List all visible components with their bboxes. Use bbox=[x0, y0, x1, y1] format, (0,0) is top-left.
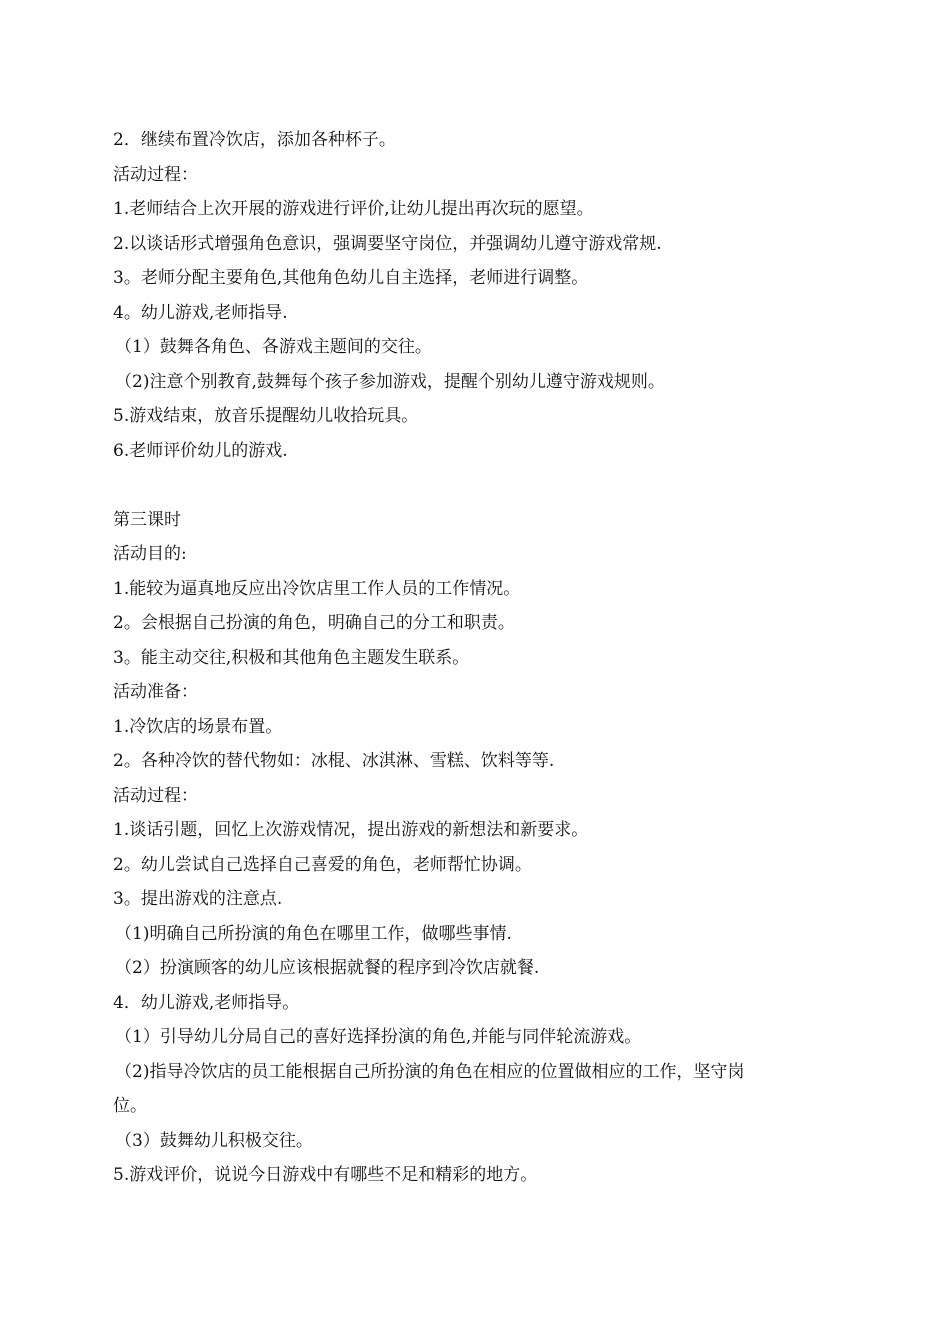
list-item: 1.老师结合上次开展的游戏进行评价,让幼儿提出再次玩的愿望。 bbox=[113, 199, 594, 219]
list-item: 1.冷饮店的场景布置。 bbox=[113, 716, 283, 737]
section-heading: 活动过程： bbox=[113, 785, 198, 806]
prep-item: 2．继续布置冷饮店，添加各种杯子。 bbox=[113, 130, 396, 150]
list-item: 4。幼儿游戏,老师指导. bbox=[113, 302, 288, 323]
list-subitem-continuation: 位。 bbox=[113, 1096, 147, 1116]
section-heading: 活动准备： bbox=[113, 682, 198, 702]
list-item: 5.游戏评价，说说今日游戏中有哪些不足和精彩的地方。 bbox=[113, 1165, 538, 1185]
list-item: 2.以谈话形式增强角色意识，强调要坚守岗位，并强调幼儿遵守游戏常规. bbox=[113, 233, 662, 254]
list-item: 2。幼儿尝试自己选择自己喜爱的角色，老师帮忙协调。 bbox=[113, 854, 532, 875]
blank-line bbox=[113, 468, 843, 503]
list-subitem: （2)指导冷饮店的员工能根据自己所扮演的角色在相应的位置做相应的工作，坚守岗 bbox=[115, 1061, 745, 1082]
list-item: 4．幼儿游戏,老师指导。 bbox=[113, 992, 300, 1013]
list-subitem: （2）扮演顾客的幼儿应该根据就餐的程序到冷饮店就餐. bbox=[115, 958, 540, 978]
list-subitem: （3）鼓舞幼儿积极交往。 bbox=[115, 1130, 313, 1151]
list-subitem: （1)明确自己所扮演的角色在哪里工作，做哪些事情. bbox=[115, 923, 512, 944]
lesson-title: 第三课时 bbox=[113, 509, 181, 530]
section-heading: 活动过程： bbox=[113, 164, 198, 185]
list-item: 2。各种冷饮的替代物如：冰棍、冰淇淋、雪糕、饮料等等. bbox=[113, 751, 555, 771]
document-body bbox=[113, 123, 843, 1193]
list-item: 1.谈话引题，回忆上次游戏情况，提出游戏的新想法和新要求。 bbox=[113, 820, 589, 840]
list-subitem: （1）鼓舞各角色、各游戏主题间的交往。 bbox=[115, 337, 432, 357]
list-item: 3。能主动交往,积极和其他角色主题发生联系。 bbox=[113, 647, 470, 668]
list-item: 1.能较为逼真地反应出冷饮店里工作人员的工作情况。 bbox=[113, 578, 521, 599]
list-item: 2。会根据自己扮演的角色，明确自己的分工和职责。 bbox=[113, 613, 515, 633]
list-item: 6.老师评价幼儿的游戏. bbox=[113, 440, 288, 461]
list-item: 3。提出游戏的注意点. bbox=[113, 889, 283, 909]
list-subitem: （1）引导幼儿分局自己的喜好选择扮演的角色,并能与同伴轮流游戏。 bbox=[115, 1027, 642, 1047]
list-subitem: （2)注意个别教育,鼓舞每个孩子参加游戏，提醒个别幼儿遵守游戏规则。 bbox=[115, 371, 665, 392]
list-item: 3。老师分配主要角色,其他角色幼儿自主选择，老师进行调整。 bbox=[113, 268, 589, 288]
list-item: 5.游戏结束，放音乐提醒幼儿收拾玩具。 bbox=[113, 406, 419, 426]
section-heading: 活动目的: bbox=[113, 544, 187, 564]
